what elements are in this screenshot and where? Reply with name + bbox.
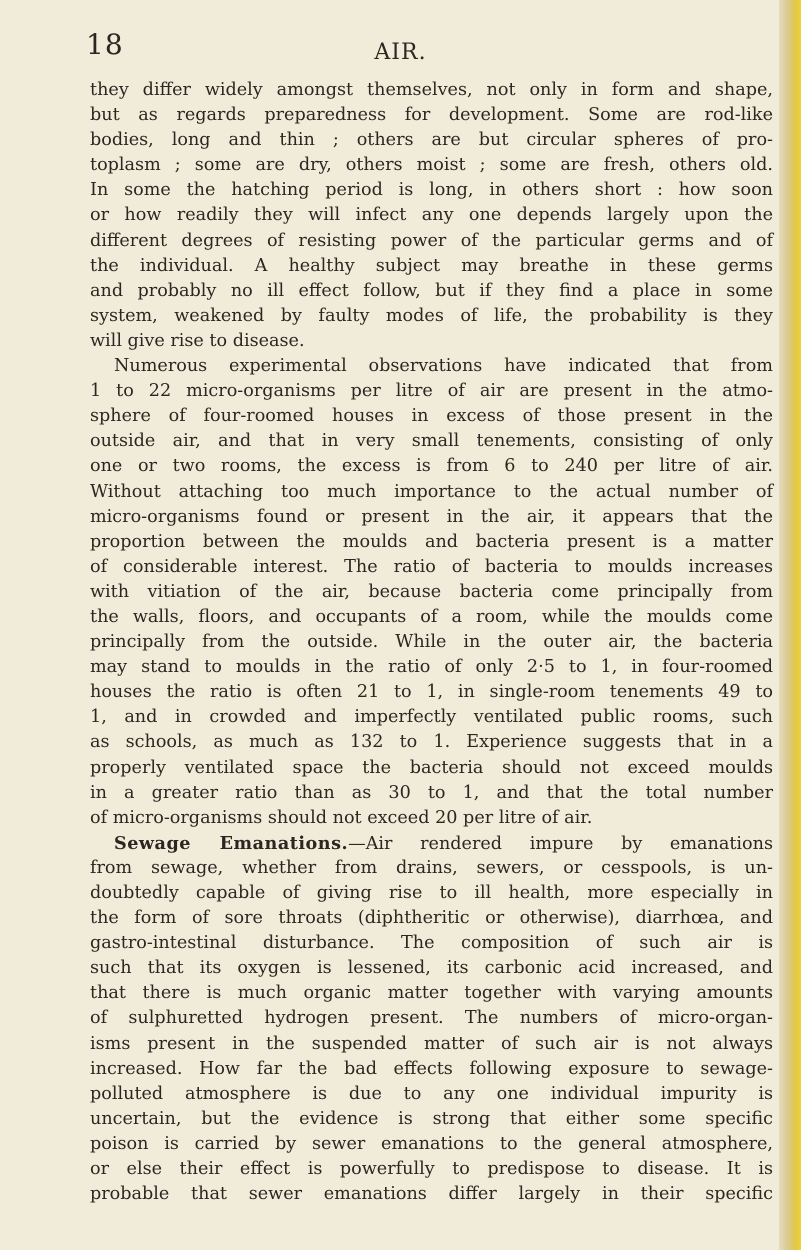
text-line: will give rise to disease. <box>90 330 305 351</box>
text-line: In some the hatching period is long, in others short : how soon <box>90 180 773 201</box>
text-line: outside air, and that in very small tenements, consisting of only <box>90 431 773 452</box>
text-line: the individual. A healthy subject may breathe in these germs <box>90 255 773 276</box>
text-line: may stand to moulds in the ratio of only 2·5 to 1, in four-roomed <box>90 657 773 678</box>
text-line: or else their effect is powerfully to predispose to disease. It is <box>90 1159 773 1180</box>
text-line: system, weakened by faulty modes of life, the probability is they <box>90 305 773 326</box>
text-line: bodies, long and thin ; others are but circular spheres of pro- <box>90 130 773 151</box>
text-line: poison is carried by sewer emanations to the general atmosphere, <box>90 1133 773 1154</box>
text-line: polluted atmosphere is due to any one individual impurity is <box>90 1083 773 1104</box>
text-line: the form of sore throats (diphtheritic or otherwise), diarrhœa, and <box>90 908 773 929</box>
section-heading: Sewage Emanations. <box>114 832 349 854</box>
text-line: such that its oxygen is lessened, its carbonic acid increased, and <box>90 958 773 979</box>
text-line: Without attaching too much importance to the actual number of <box>90 481 773 502</box>
paragraph-start-line: Numerous experimental observations have indicated that from <box>114 356 773 377</box>
text-line: micro-organisms found or present in the air, it appears that the <box>90 506 773 527</box>
text-line: and probably no ill effect follow, but if they find a place in some <box>90 280 773 301</box>
text-line: principally from the outside. While in the outer air, the bacteria <box>90 632 773 653</box>
text-line: as schools, as much as 132 to 1. Experience suggests that in a <box>90 732 773 753</box>
text-line: 1 to 22 micro-organisms per litre of air are present in the atmo- <box>90 381 773 402</box>
page-edge <box>779 0 801 1250</box>
text-line: uncertain, but the evidence is strong that either some specific <box>90 1108 773 1129</box>
text-line: proportion between the moulds and bacteria present is a matter <box>90 531 773 552</box>
text-line: different degrees of resisting power of the particular germs and of <box>90 230 773 251</box>
text-line: of sulphuretted hydrogen present. The numbers of micro-organ- <box>90 1008 773 1029</box>
page-number: 18 <box>86 28 124 61</box>
text-line: they differ widely amongst themselves, not only in form and shape, <box>90 80 773 100</box>
text-line: isms present in the suspended matter of such air is not always <box>90 1033 773 1054</box>
text-line: one or two rooms, the excess is from 6 to 240 per litre of air. <box>90 456 773 477</box>
text-line: increased. How far the bad effects following exposure to sewage- <box>90 1058 773 1079</box>
text-line: toplasm ; some are dry, others moist ; some are fresh, others old. <box>90 155 773 176</box>
text-line: but as regards preparedness for development. Some are rod-like <box>90 105 773 126</box>
text-line: that there is much organic matter together with varying amounts <box>90 983 773 1004</box>
section-heading-line: Sewage Emanations.—Air rendered impure by emanations <box>114 832 773 854</box>
text-line: with vitiation of the air, because bacteria come principally from <box>90 581 773 602</box>
text-line: probable that sewer emanations differ largely in their specific <box>90 1184 773 1205</box>
body-text <box>90 78 773 1207</box>
text-line: or how readily they will infect any one depends largely upon the <box>90 205 773 226</box>
text-line: of micro-organisms should not exceed 20 per litre of air. <box>90 807 593 828</box>
text-line: gastro-intestinal disturbance. The composition of such air is <box>90 933 773 954</box>
text-line: doubtedly capable of giving rise to ill health, more especially in <box>90 883 773 903</box>
text-line: houses the ratio is often 21 to 1, in single-room tenements 49 to <box>90 682 773 703</box>
text-line: sphere of four-roomed houses in excess of those present in the <box>90 406 773 427</box>
running-title: AIR. <box>374 40 427 65</box>
text-line: from sewage, whether from drains, sewers, or cesspools, is un- <box>90 857 773 878</box>
text-line: 1, and in crowded and imperfectly ventilated public rooms, such <box>90 707 773 728</box>
text-line: of considerable interest. The ratio of bacteria to moulds increases <box>90 556 773 577</box>
text-line: properly ventilated space the bacteria should not exceed moulds <box>90 757 773 778</box>
text-line: the walls, floors, and occupants of a room, while the moulds come <box>90 606 773 627</box>
text-line: in a greater ratio than as 30 to 1, and that the total number <box>90 782 773 803</box>
